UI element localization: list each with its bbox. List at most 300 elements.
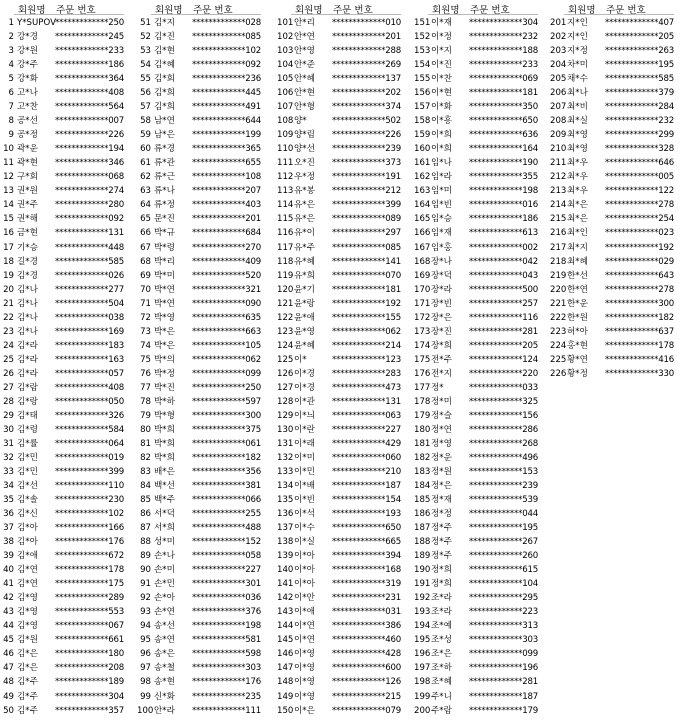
- table-row: [0, 605, 124, 619]
- order-number: *************665: [331, 537, 401, 548]
- order-number: *************067: [54, 621, 124, 632]
- order-number: *************176: [54, 537, 124, 548]
- order-number: *************288: [331, 46, 401, 57]
- row-number: 134: [277, 481, 294, 492]
- row-number: 87: [140, 523, 151, 534]
- order-number: *************460: [331, 635, 401, 646]
- row-number: 26: [3, 368, 14, 379]
- table-row: [277, 591, 401, 605]
- table-row: [550, 86, 674, 100]
- row-number: 129: [277, 410, 294, 421]
- row-number: 30: [3, 424, 14, 435]
- member-name: 최*나: [567, 88, 588, 99]
- order-number: *************123: [331, 354, 401, 365]
- row-number: 140: [277, 565, 294, 576]
- member-name: 손*미: [154, 565, 175, 576]
- member-name: 박*희: [154, 424, 175, 435]
- order-number: *************585: [604, 74, 674, 85]
- member-name: 성*미: [154, 537, 175, 548]
- member-name: 안*형: [294, 102, 315, 113]
- member-name: 조*혜: [431, 677, 452, 688]
- order-number: *************350: [468, 102, 538, 113]
- row-number: 137: [277, 523, 294, 534]
- table-row: [0, 184, 124, 198]
- table-row: [0, 521, 124, 535]
- order-number: *************226: [54, 130, 124, 141]
- header-order-number: 주문 번호: [193, 5, 233, 16]
- table-row: [550, 184, 674, 198]
- order-number: *************057: [54, 368, 124, 379]
- table-row: [414, 395, 538, 409]
- order-number: *************064: [54, 438, 124, 449]
- column-header: [550, 0, 674, 16]
- table-row: [277, 577, 401, 591]
- row-number: 9: [8, 130, 14, 141]
- table-row: [550, 156, 674, 170]
- table-row: [0, 128, 124, 142]
- member-name: 이*경: [294, 382, 315, 393]
- table-row: [277, 605, 401, 619]
- row-number: 11: [3, 158, 14, 169]
- table-row: [550, 339, 674, 353]
- order-number: *************029: [604, 256, 674, 267]
- order-number: *************099: [191, 368, 261, 379]
- table-row: [414, 86, 538, 100]
- table-row: [0, 395, 124, 409]
- order-number: *************169: [54, 326, 124, 337]
- row-number: 59: [140, 130, 151, 141]
- table-row: [137, 535, 261, 549]
- table-row: [137, 591, 261, 605]
- order-number: *************010: [331, 18, 401, 28]
- member-name: 최*은: [567, 214, 588, 225]
- member-name: 정*희: [431, 579, 452, 590]
- order-number: *************255: [191, 509, 261, 520]
- row-number: 166: [414, 228, 431, 239]
- table-row: [137, 577, 261, 591]
- member-name: 이*화: [431, 102, 452, 113]
- row-number: 88: [140, 537, 151, 548]
- member-name: 정*미: [431, 396, 452, 407]
- member-name: 정*영: [431, 438, 452, 449]
- order-number: *************330: [604, 368, 674, 379]
- member-name: 이*미: [294, 452, 315, 463]
- order-number: *************284: [604, 102, 674, 113]
- table-row: [277, 212, 401, 226]
- table-row: [0, 170, 124, 184]
- table-row: [0, 577, 124, 591]
- order-number: *************182: [191, 452, 261, 463]
- row-number: 126: [277, 368, 294, 379]
- order-number: *************155: [331, 312, 401, 323]
- member-name: 김*진: [154, 32, 175, 43]
- member-name: 이*경: [294, 368, 315, 379]
- order-number: *************581: [191, 635, 261, 646]
- table-row: [414, 591, 538, 605]
- header-member-name: 회원명: [155, 5, 183, 16]
- order-number: *************179: [468, 705, 538, 716]
- member-name: 유*희: [294, 270, 315, 281]
- row-number: 181: [414, 438, 431, 449]
- member-name: 조*은: [431, 649, 452, 660]
- table-row: [277, 311, 401, 325]
- order-number: *************346: [54, 158, 124, 169]
- table-row: [0, 633, 124, 647]
- table-row: [0, 704, 124, 718]
- row-number: 33: [3, 467, 14, 477]
- row-number: 21: [3, 298, 14, 309]
- row-number: 110: [277, 144, 294, 155]
- member-name: 이*배: [294, 481, 315, 492]
- row-number: 72: [140, 312, 151, 323]
- row-number: 56: [140, 88, 151, 99]
- order-number: *************409: [191, 256, 261, 267]
- header-member-name: 회원명: [432, 5, 460, 16]
- table-row: [414, 451, 538, 465]
- member-name: 장*희: [431, 340, 452, 351]
- table-row: [277, 437, 401, 451]
- order-number: *************408: [54, 382, 124, 393]
- member-name: 송*철: [154, 663, 175, 674]
- table-row: [414, 170, 538, 184]
- table-row: [277, 423, 401, 437]
- table-row: [414, 605, 538, 619]
- order-number: *************044: [468, 509, 538, 520]
- order-number: *************187: [468, 691, 538, 702]
- order-number: *************102: [54, 509, 124, 520]
- row-number: 8: [8, 116, 14, 127]
- order-number: *************386: [331, 621, 401, 632]
- order-number: *************564: [54, 102, 124, 113]
- member-name: 정*재: [431, 495, 452, 506]
- table-row: [0, 381, 124, 395]
- order-number: *************038: [54, 312, 124, 323]
- row-number: 122: [277, 312, 294, 323]
- row-number: 180: [414, 424, 431, 435]
- member-name: 조*성: [431, 635, 452, 646]
- member-name: 한*원: [567, 312, 588, 323]
- table-row: [137, 395, 261, 409]
- member-name: 김*영: [17, 607, 38, 618]
- header-divider: [428, 14, 538, 15]
- table-row: [277, 128, 401, 142]
- order-number: *************205: [604, 32, 674, 43]
- row-number: 125: [277, 354, 294, 365]
- order-number: *************110: [54, 481, 124, 492]
- table-row: [414, 437, 538, 451]
- row-number: 225: [550, 354, 567, 365]
- member-name: 서*희: [154, 523, 175, 534]
- table-row: [0, 339, 124, 353]
- table-row: [137, 241, 261, 255]
- order-number: *************281: [468, 326, 538, 337]
- header-member-name: 회원명: [295, 5, 323, 16]
- member-name: 윤*랑: [294, 298, 315, 309]
- header-order-number: 주문 번호: [333, 5, 373, 16]
- order-number: *************215: [331, 691, 401, 702]
- row-number: 165: [414, 214, 431, 225]
- table-row: [0, 535, 124, 549]
- table-row: [277, 493, 401, 507]
- table-row: [550, 100, 674, 114]
- order-number: *************190: [468, 158, 538, 169]
- row-number: 169: [414, 270, 431, 281]
- order-number: *************274: [54, 186, 124, 197]
- member-name: 박*정: [154, 368, 175, 379]
- member-name: 최*비: [567, 102, 588, 113]
- member-name: 전*주: [431, 354, 452, 365]
- row-number: 152: [414, 32, 431, 43]
- row-number: 213: [550, 186, 567, 197]
- table-row: [137, 128, 261, 142]
- row-number: 198: [414, 677, 431, 688]
- member-name: 양*림: [294, 130, 315, 141]
- order-number: *************002: [468, 242, 538, 253]
- table-row: [550, 283, 674, 297]
- row-number: 184: [414, 481, 431, 492]
- member-name: 장*나: [431, 256, 452, 267]
- table-row: [550, 198, 674, 212]
- table-row: [137, 339, 261, 353]
- table-row: [137, 184, 261, 198]
- member-name: 차*미: [567, 60, 588, 71]
- member-name: 이*래: [294, 438, 315, 449]
- member-name: 임*재: [431, 228, 452, 239]
- row-number: 95: [140, 635, 151, 646]
- table-row: [137, 690, 261, 704]
- row-number: 7: [8, 102, 14, 113]
- row-number: 112: [277, 172, 294, 183]
- member-name: 정*원: [431, 467, 452, 477]
- order-number: *************263: [604, 46, 674, 57]
- row-number: 219: [550, 270, 567, 281]
- order-number: *************257: [468, 298, 538, 309]
- order-number: *************205: [468, 340, 538, 351]
- member-name: 김*은: [17, 649, 38, 660]
- row-number: 194: [414, 621, 431, 632]
- table-row: [0, 563, 124, 577]
- table-row: [414, 704, 538, 718]
- column-header: [137, 0, 261, 16]
- row-number: 173: [414, 326, 431, 337]
- row-number: 48: [3, 677, 14, 688]
- order-number: *************079: [331, 705, 401, 716]
- table-row: [0, 619, 124, 633]
- table-row: [277, 521, 401, 535]
- header-divider: [564, 14, 674, 15]
- order-number: *************153: [468, 467, 538, 477]
- table-row: [137, 465, 261, 479]
- member-name: 임*나: [431, 158, 452, 169]
- order-number: *************600: [331, 663, 401, 674]
- member-name: 윤*영: [294, 326, 315, 337]
- table-row: [137, 479, 261, 493]
- member-name: 임*빈: [431, 200, 452, 211]
- row-number: 92: [140, 593, 151, 604]
- member-name: 정*은: [431, 481, 452, 492]
- row-number: 78: [140, 396, 151, 407]
- order-number: *************584: [54, 424, 124, 435]
- header-divider: [151, 14, 261, 15]
- member-name: 정*슬: [431, 410, 452, 421]
- order-number: *************068: [54, 172, 124, 183]
- order-number: *************195: [604, 60, 674, 71]
- member-name: 김*신: [17, 509, 38, 520]
- member-name: 김*선: [17, 481, 38, 492]
- order-number: *************364: [54, 74, 124, 85]
- row-number: 218: [550, 256, 567, 267]
- member-name: 이*민: [294, 467, 315, 477]
- row-number: 153: [414, 46, 431, 57]
- member-name: 안*혜: [294, 74, 315, 85]
- order-number: *************407: [604, 18, 674, 28]
- member-name: 유*은: [294, 214, 315, 225]
- column-block: [550, 0, 674, 381]
- member-name: 김*주: [17, 677, 38, 688]
- member-name: 정*희: [431, 565, 452, 576]
- row-number: 191: [414, 579, 431, 590]
- table-row: [414, 142, 538, 156]
- order-number: *************231: [331, 593, 401, 604]
- member-name: 최*실: [567, 116, 588, 127]
- member-name: 권*주: [17, 200, 38, 211]
- order-number: *************178: [604, 340, 674, 351]
- row-number: 12: [3, 172, 14, 183]
- order-number: *************328: [604, 144, 674, 155]
- order-number: *************089: [331, 214, 401, 225]
- order-number: *************239: [331, 144, 401, 155]
- order-number: *************357: [54, 705, 124, 716]
- member-name: 송*현: [154, 677, 175, 688]
- table-row: [137, 409, 261, 423]
- order-number: *************061: [191, 438, 261, 449]
- order-number: *************613: [468, 228, 538, 239]
- order-number: *************180: [54, 649, 124, 660]
- row-number: 20: [3, 284, 14, 295]
- table-row: [414, 619, 538, 633]
- member-name: 장*빈: [431, 298, 452, 309]
- order-number: *************233: [468, 60, 538, 71]
- table-row: [137, 381, 261, 395]
- table-row: [550, 353, 674, 367]
- member-name: 안*리: [294, 18, 315, 28]
- row-number: 32: [3, 452, 14, 463]
- order-number: *************301: [191, 579, 261, 590]
- order-number: *************597: [191, 396, 261, 407]
- member-name: 정*운: [431, 452, 452, 463]
- order-number: *************283: [331, 368, 401, 379]
- column-block: [277, 0, 401, 718]
- table-row: [277, 100, 401, 114]
- row-number: 196: [414, 649, 431, 660]
- table-row: [137, 493, 261, 507]
- row-number: 28: [3, 396, 14, 407]
- column-block: [414, 0, 538, 718]
- order-number: *************164: [468, 144, 538, 155]
- order-number: *************356: [191, 467, 261, 477]
- member-name: 김*민: [17, 452, 38, 463]
- order-number: *************233: [54, 46, 124, 57]
- table-row: [137, 142, 261, 156]
- table-row: [0, 30, 124, 44]
- member-name: 유*은: [294, 200, 315, 211]
- member-name: 전*지: [431, 368, 452, 379]
- order-number: *************289: [54, 593, 124, 604]
- member-name: 박*희: [154, 452, 175, 463]
- order-number: *************105: [191, 340, 261, 351]
- row-number: 224: [550, 340, 567, 351]
- row-number: 204: [550, 60, 567, 71]
- member-name: 강*주: [17, 60, 38, 71]
- member-name: 강*경: [17, 32, 38, 43]
- row-number: 47: [3, 663, 14, 674]
- row-number: 123: [277, 326, 294, 337]
- table-row: [137, 647, 261, 661]
- table-row: [0, 465, 124, 479]
- row-number: 202: [550, 32, 567, 43]
- row-number: 69: [140, 270, 151, 281]
- row-number: 186: [414, 509, 431, 520]
- row-number: 98: [140, 677, 151, 688]
- order-number: *************615: [468, 565, 538, 576]
- table-row: [137, 86, 261, 100]
- table-row: [277, 170, 401, 184]
- order-number: *************304: [54, 691, 124, 702]
- row-number: 80: [140, 424, 151, 435]
- member-name: 김*랑: [17, 396, 38, 407]
- table-row: [414, 72, 538, 86]
- table-row: [277, 184, 401, 198]
- member-name: 윤*혜: [294, 340, 315, 351]
- table-row: [414, 212, 538, 226]
- order-number: *************635: [191, 312, 261, 323]
- member-name: 양*: [294, 116, 307, 127]
- row-number: 142: [277, 593, 294, 604]
- row-number: 111: [277, 158, 294, 169]
- order-number: *************070: [331, 270, 401, 281]
- member-name: 장*덕: [431, 270, 452, 281]
- order-number: *************099: [468, 649, 538, 660]
- order-number: *************643: [604, 270, 674, 281]
- table-row: [277, 114, 401, 128]
- member-name: 이*란: [294, 424, 315, 435]
- order-number: *************277: [54, 284, 124, 295]
- order-number: *************297: [331, 228, 401, 239]
- row-number: 54: [140, 60, 151, 71]
- order-number: *************319: [331, 579, 401, 590]
- member-name: 김*령: [17, 424, 38, 435]
- table-row: [550, 269, 674, 283]
- table-row: [137, 269, 261, 283]
- table-row: [0, 16, 124, 30]
- order-number: *************194: [54, 144, 124, 155]
- table-row: [137, 16, 261, 30]
- order-number: *************176: [191, 677, 261, 688]
- table-row: [414, 577, 538, 591]
- member-name: 손*연: [154, 607, 175, 618]
- member-name: 김*회: [154, 74, 175, 85]
- row-number: 35: [3, 495, 14, 506]
- row-number: 44: [3, 621, 14, 632]
- order-number: *************269: [331, 60, 401, 71]
- table-row: [550, 16, 674, 30]
- table-row: [277, 58, 401, 72]
- table-row: [137, 661, 261, 675]
- table-row: [137, 549, 261, 563]
- order-number: *************235: [191, 691, 261, 702]
- member-name: 금*현: [17, 228, 38, 239]
- member-name: 김*라: [17, 354, 38, 365]
